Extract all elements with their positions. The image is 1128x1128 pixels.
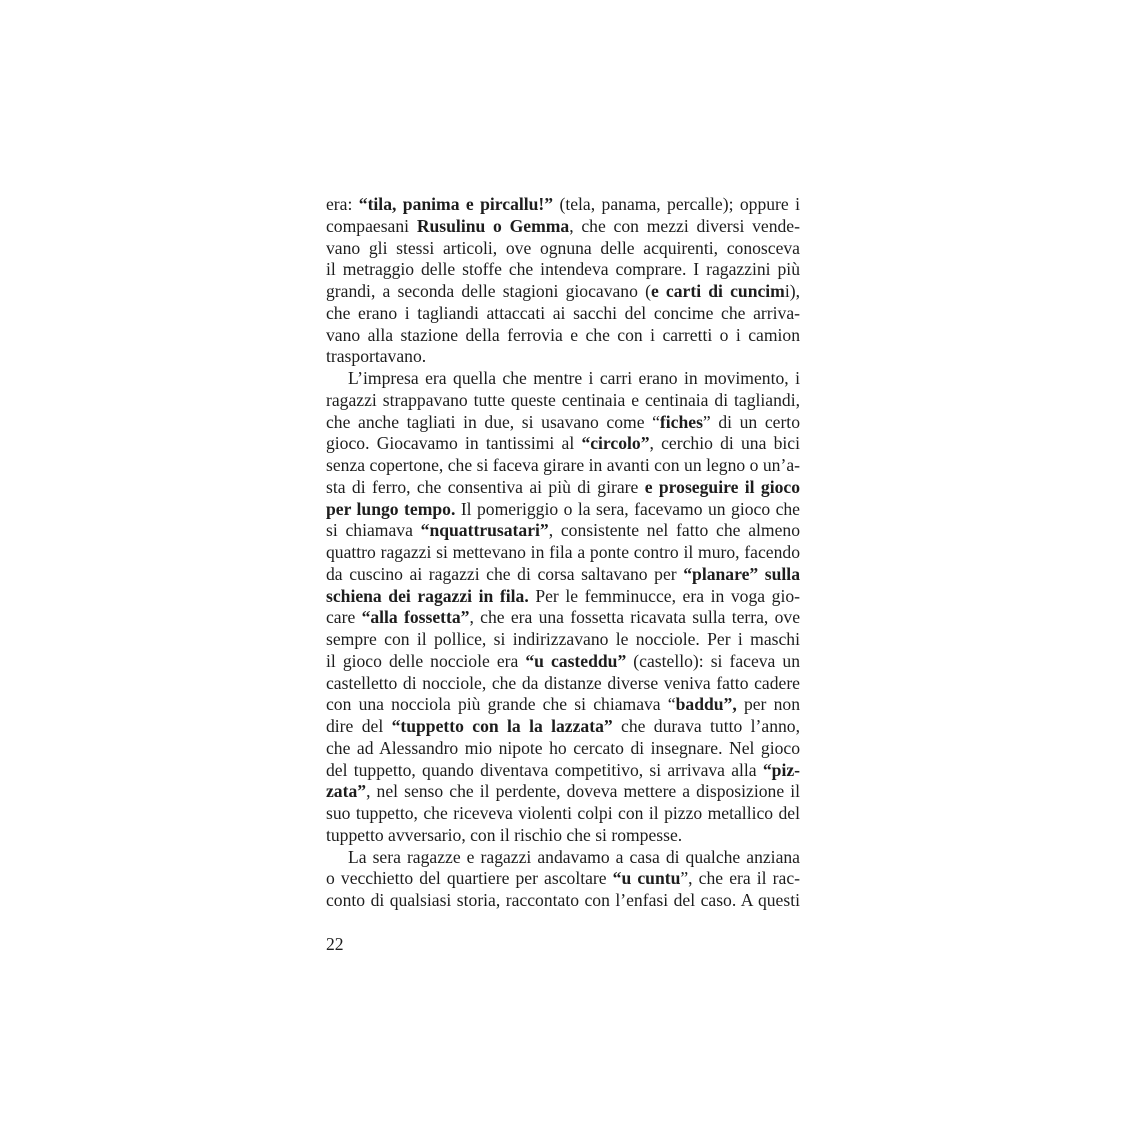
paragraph [326, 368, 800, 847]
text-line [326, 586, 800, 608]
text-line [326, 238, 800, 260]
text-line [326, 760, 800, 782]
text-run: con una nocciola più grande che si chiamava “ [326, 694, 676, 715]
text-line [326, 781, 800, 803]
text-line [326, 803, 800, 825]
text-run: da cuscino ai ragazzi che di corsa saltavano per [326, 563, 684, 584]
text-line [326, 629, 800, 651]
text-line [326, 694, 800, 716]
text-run: , nel senso che il perdente, doveva mettere a disposizione il [366, 781, 800, 802]
text-run: gioco. Giocavamo in tantissimi al [326, 433, 582, 454]
text-run: tuppetto avversario, con il rischio che si rompesse. [326, 824, 683, 845]
text-run: Il pomeriggio o la sera, facevamo un gioco che [455, 498, 800, 519]
text-run: che durava tutto l’anno, [612, 716, 800, 736]
text-line [326, 433, 800, 455]
text-line [326, 346, 800, 368]
text-line [326, 455, 800, 477]
bold-text: per lungo tempo. [326, 498, 456, 519]
text-run: per non [736, 694, 800, 715]
text-run: , che era una fossetta ricavata sulla terra, ove [469, 607, 801, 628]
text-line [326, 825, 800, 847]
text-run: conto di qualsiasi storia, raccontato con l’enfasi del caso. A questi [326, 890, 800, 910]
text-line [326, 716, 800, 738]
bold-text: “tila, panima e pircallu!” [358, 194, 554, 214]
text-run: Per le femminucce, era in voga gio- [528, 585, 800, 606]
text-run: ragazzi strappavano tutte queste centinaia e centinaia di tagliandi, [326, 389, 800, 410]
text-run: trasportavano. [326, 346, 427, 367]
text-run: il gioco delle nocciole era [326, 650, 526, 671]
text-run: che anche tagliati in due, si usavano come “ [326, 411, 660, 432]
text-run: La sera ragazze e ragazzi andavamo a casa di qualche anziana [348, 846, 800, 867]
bold-text: “tuppetto con la la lazzata” [391, 716, 613, 736]
bold-text: zata” [326, 781, 367, 802]
bold-text: “piz- [762, 759, 800, 780]
text-run: ” di un certo [702, 411, 800, 432]
text-run: sta di ferro, che consentiva ai più di girare [326, 476, 645, 497]
bold-text: Rusulinu o Gemma [416, 215, 570, 236]
text-run: (tela, panama, percalle); oppure i [553, 194, 800, 214]
text-line [326, 847, 800, 869]
page-number: 22 [326, 934, 344, 954]
text-line [326, 499, 800, 521]
bold-text: “alla fossetta” [361, 607, 470, 628]
text-run: che erano i tagliandi attaccati ai sacchi del concime che arriva- [326, 302, 800, 323]
text-line [326, 368, 800, 390]
text-line [326, 259, 800, 281]
text-run: i), [784, 281, 800, 301]
text-run: sempre con il pollice, si indirizzavano le nocciole. Per i maschi [326, 629, 800, 649]
text-line [326, 542, 800, 564]
bold-text: “planare” sulla [683, 563, 800, 584]
text-run: castelletto di nocciole, che da distanze diverse veniva fatto cadere [326, 672, 800, 693]
text-run: dire del [326, 716, 392, 736]
text-run: ”, che era il rac- [680, 868, 800, 889]
text-line [326, 194, 800, 216]
text-run: , che con mezzi diversi vende- [569, 215, 800, 236]
bold-text: “nquattrusatari” [420, 520, 549, 541]
text-run: care [326, 607, 362, 628]
text-line [326, 673, 800, 695]
text-line [326, 651, 800, 673]
text-run: , cerchio di una bici [649, 433, 800, 454]
text-run: o vecchietto del quartiere per ascoltare [326, 868, 613, 889]
text-run: (castello): si faceva un [626, 650, 801, 671]
text-run: L’impresa era quella che mentre i carri erano in movimento, i [348, 368, 800, 388]
paragraph [326, 847, 800, 912]
text-run: , consistente nel fatto che almeno [548, 520, 800, 541]
bold-text: fiches [659, 411, 703, 432]
text-run: grandi, a seconda delle stagioni giocavano ( [326, 281, 651, 301]
text-run: vano alla stazione della ferrovia e che con i carretti o i camion [326, 324, 800, 345]
text-run: vano gli stessi articoli, ove ognuna delle acquirenti, conosceva [326, 237, 800, 258]
text-line [326, 281, 800, 303]
text-line [326, 412, 800, 434]
text-run: era: [326, 194, 359, 214]
text-line [326, 890, 800, 912]
text-line [326, 738, 800, 760]
bold-text: e carti di cuncim [650, 281, 785, 301]
text-run: senza copertone, che si faceva girare in avanti con un legno o un’a- [326, 455, 800, 475]
bold-text: e proseguire il gioco [644, 476, 800, 497]
body-text [326, 194, 800, 912]
text-line [326, 325, 800, 347]
text-run: suo tuppetto, che riceveva violenti colpi con il pizzo metallico del [326, 803, 800, 823]
bold-text: baddu”, [675, 694, 737, 715]
text-line [326, 477, 800, 499]
text-line [326, 390, 800, 412]
bold-text: “circolo” [581, 433, 650, 454]
text-run: che ad Alessandro mio nipote ho cercato di insegnare. Nel gioco [326, 737, 800, 758]
text-run: compaesani [326, 215, 417, 236]
paragraph [326, 194, 800, 368]
text-line [326, 303, 800, 325]
text-line [326, 520, 800, 542]
text-run: quattro ragazzi si mettevano in fila a ponte contro il muro, facendo [326, 542, 800, 562]
text-run: del tuppetto, quando diventava competitivo, si arrivava alla [326, 759, 763, 780]
bold-text: schiena dei ragazzi in fila. [326, 585, 529, 606]
text-run: il metraggio delle stoffe che intendeva comprare. I ragazzini più [326, 259, 800, 280]
text-line [326, 868, 800, 890]
text-line [326, 607, 800, 629]
text-line [326, 564, 800, 586]
text-line [326, 216, 800, 238]
bold-text: “u cuntu [612, 868, 681, 889]
text-run: si chiamava [326, 520, 421, 541]
bold-text: “u casteddu” [525, 650, 627, 671]
